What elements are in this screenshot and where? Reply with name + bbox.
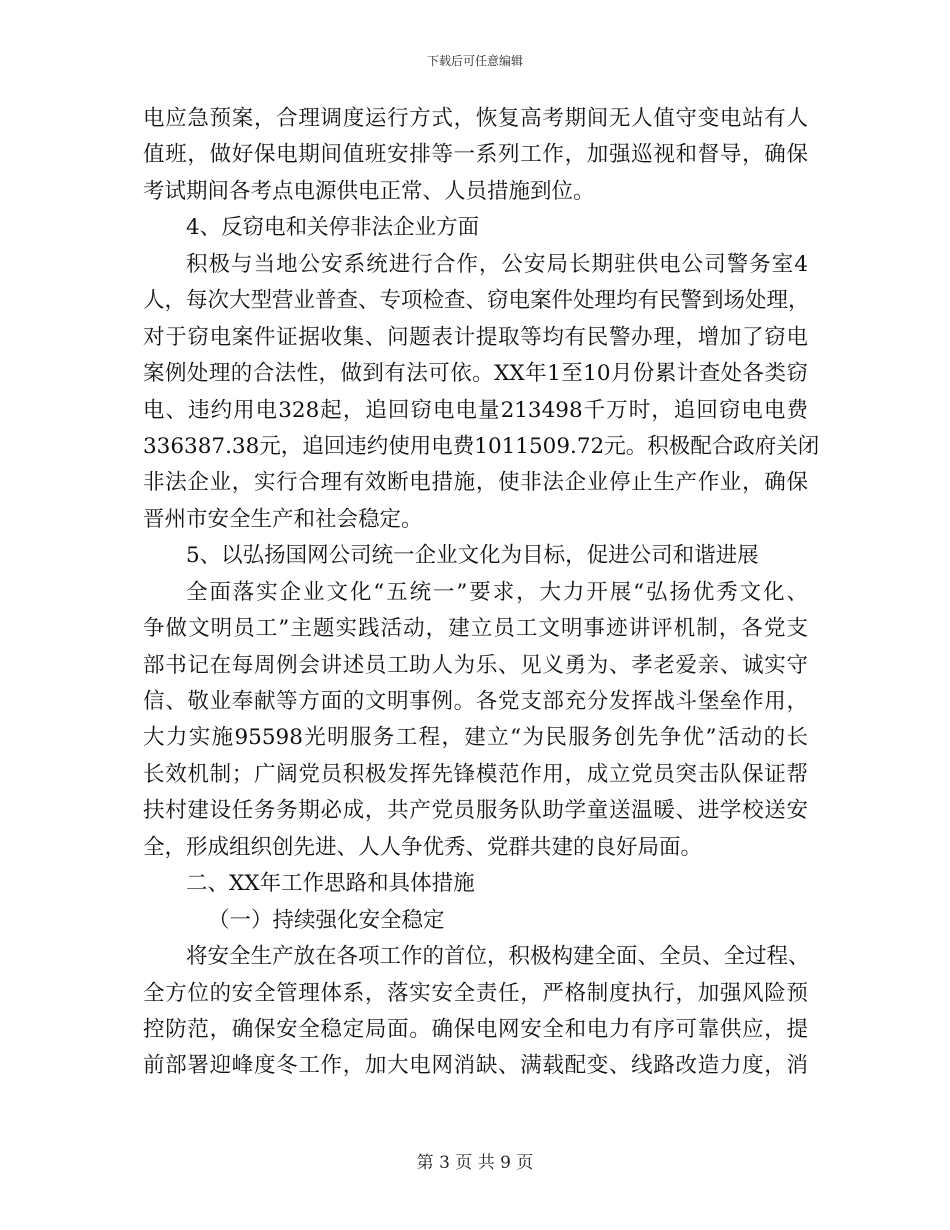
paragraph-line: 大力实施95598光明服务工程，建立“为民服务创先争优”活动的长 xyxy=(143,725,808,751)
document-body xyxy=(143,101,820,1085)
subsection-heading: （一）持续强化安全稳定 xyxy=(208,907,445,933)
paragraph-line: 全，形成组织创先进、人人争优秀、党群共建的良好局面。 xyxy=(143,834,703,860)
section-heading: 二、XX年工作思路和具体措施 xyxy=(186,871,475,897)
paragraph-line: 部书记在每周例会讲述员工助人为乐、见义勇为、孝老爱亲、诚实守 xyxy=(143,652,808,678)
section-heading: 4、反窃电和关停非法企业方面 xyxy=(186,215,480,241)
paragraph-line: 值班，做好保电期间值班安排等一系列工作，加强巡视和督导，确保 xyxy=(143,142,808,168)
page-header: 下载后可任意编辑 xyxy=(426,54,523,68)
paragraph-line: 长效机制；广阔党员积极发挥先锋模范作用，成立党员突击队保证帮 xyxy=(143,761,808,787)
paragraph-line: 前部署迎峰度冬工作，加大电网消缺、满载配变、线路改造力度，消 xyxy=(143,1053,808,1079)
paragraph-line: 积极与当地公安系统进行合作，公安局长期驻供电公司警务室4 xyxy=(186,251,808,277)
paragraph-line: 扶村建设任务务期必成，共产党员服务队助学童送温暖、进学校送安 xyxy=(143,798,808,824)
paragraph-line: 人，每次大型营业普查、专项检查、窃电案件处理均有民警到场处理， xyxy=(143,288,810,314)
paragraph-line: 非法企业，实行合理有效断电措施，使非法企业停止生产作业，确保 xyxy=(143,470,808,496)
page-number: 第 3 页 共 9 页 xyxy=(416,1153,534,1173)
paragraph-line: 全方位的安全管理体系，落实安全责任，严格制度执行，加强风险预 xyxy=(143,980,808,1006)
paragraph-line: 将安全生产放在各项工作的首位，积极构建全面、全员、全过程、 xyxy=(186,944,810,970)
paragraph-line: 全面落实企业文化“五统一”要求，大力开展“弘扬优秀文化、 xyxy=(186,579,808,605)
paragraph-line: 电、违约用电328起，追回窃电电量213498千万时，追回窃电电费 xyxy=(143,397,808,423)
paragraph-line: 案例处理的合法性，做到有法可依。XX年1至10月份累计查处各类窃 xyxy=(143,361,808,387)
paragraph-line: 对于窃电案件证据收集、问题表计提取等均有民警办理，增加了窃电 xyxy=(143,324,808,350)
paragraph-line: 考试期间各考点电源供电正常、人员措施到位。 xyxy=(143,178,595,204)
paragraph-line: 电应急预案，合理调度运行方式，恢复高考期间无人值守变电站有人 xyxy=(143,106,808,131)
paragraph-line: 晋州市安全生产和社会稳定。 xyxy=(143,506,423,532)
paragraph-line: 336387.38元，追回违约使用电费1011509.72元。积极配合政府关闭 xyxy=(143,433,820,459)
paragraph-line: 控防范，确保安全稳定局面。确保电网安全和电力有序可靠供应，提 xyxy=(143,1016,808,1042)
section-heading: 5、以弘扬国网公司统一企业文化为目标，促进公司和谐进展 xyxy=(186,543,759,569)
paragraph-line: 信、敬业奉献等方面的文明事例。各党支部充分发挥战斗堡垒作用， xyxy=(143,689,808,714)
paragraph-line: 争做文明员工”主题实践活动，建立员工文明事迹讲评机制，各党支 xyxy=(143,616,808,642)
